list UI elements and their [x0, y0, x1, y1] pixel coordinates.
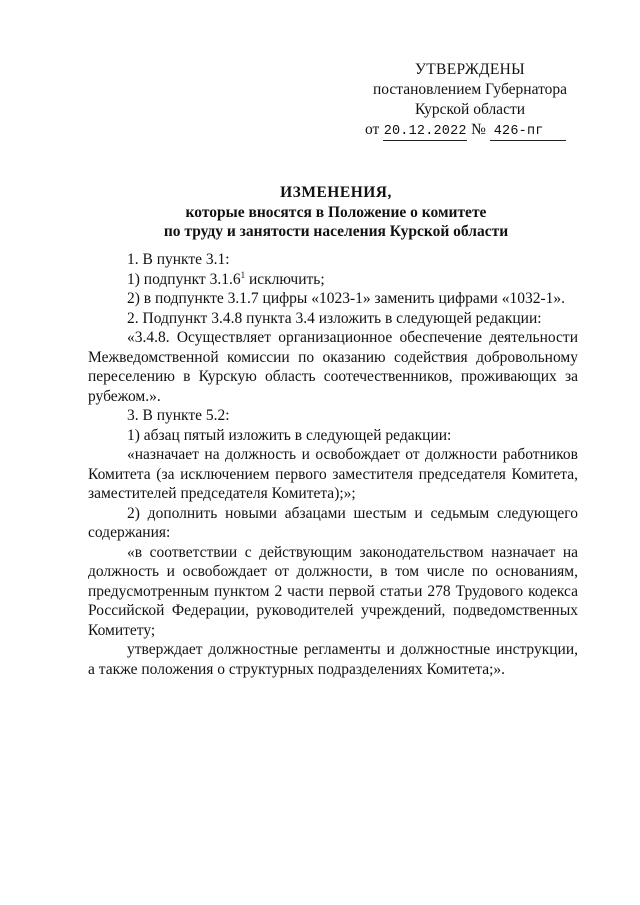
paragraph-2-tail: исключить; [245, 270, 325, 288]
approval-word: УТВЕРЖДЕНЫ [415, 61, 525, 78]
paragraph-9: 2) дополнить новыми абзацами шестым и седьмым следующего содержания: [88, 504, 578, 541]
approval-line-decree: постановлением Губернатора [372, 81, 568, 98]
paragraph-4: 2. Подпункт 3.4.8 пункта 3.4 изложить в следующей редакции: [127, 309, 542, 327]
decree-number: 426-пг [490, 124, 566, 141]
paragraph-3: 2) в подпункте 3.1.7 цифры «1023-1» заменить цифрами «1032-1». [127, 290, 566, 307]
paragraph-2-text: 1) подпункт 3.1.6 [127, 270, 241, 288]
footnote-mark: 1 [240, 269, 246, 280]
document-body [88, 250, 578, 679]
paragraph-6: 3. В пункте 5.2: [127, 407, 230, 424]
title-line-2: которые вносятся в Положение о комитете [185, 203, 487, 221]
number-label: № [471, 121, 486, 138]
paragraph-1: 1. В пункте 3.1: [127, 251, 230, 268]
approval-stamp [350, 60, 590, 141]
title-main: ИЗМЕНЕНИЯ, [280, 184, 392, 201]
paragraph-5: «3.4.8. Осуществляет организационное обеспечение деятельности Межведомственной комиссии по оказанию содействия добровольному переселению в Курскую область соотечественников, проживающих за рубежом.». [88, 329, 578, 405]
title-line-3: по труду и занятости населения Курской области [163, 223, 509, 240]
paragraph-8: «назначает на должность и освобождает от должности работников Комитета (за исключением первого заместителя председателя Комитета, заместителей председателя Комитета);»; [88, 446, 578, 502]
approval-date-number-line [350, 120, 590, 141]
decree-date: 20.12.2022 [383, 124, 467, 139]
paragraph-2 [88, 270, 578, 290]
approval-line-region: Курской области [414, 101, 526, 118]
document-title [86, 183, 586, 242]
from-label: от [365, 121, 380, 138]
paragraph-11: утверждает должностные регламенты и должностные инструкции, а также положения о структурных подразделениях Комитета;». [88, 641, 578, 678]
paragraph-7: 1) абзац пятый изложить в следующей редакции: [127, 426, 452, 444]
paragraph-10: «в соответствии с действующим законодательством назначает на должность и освобождает от должности, в том числе по основаниям, предусмотренным пунктом 2 части первой статьи 278 Трудового кодекса Российской Федерации, руководителей учреждений, подведомственных Комитету; [88, 543, 578, 639]
